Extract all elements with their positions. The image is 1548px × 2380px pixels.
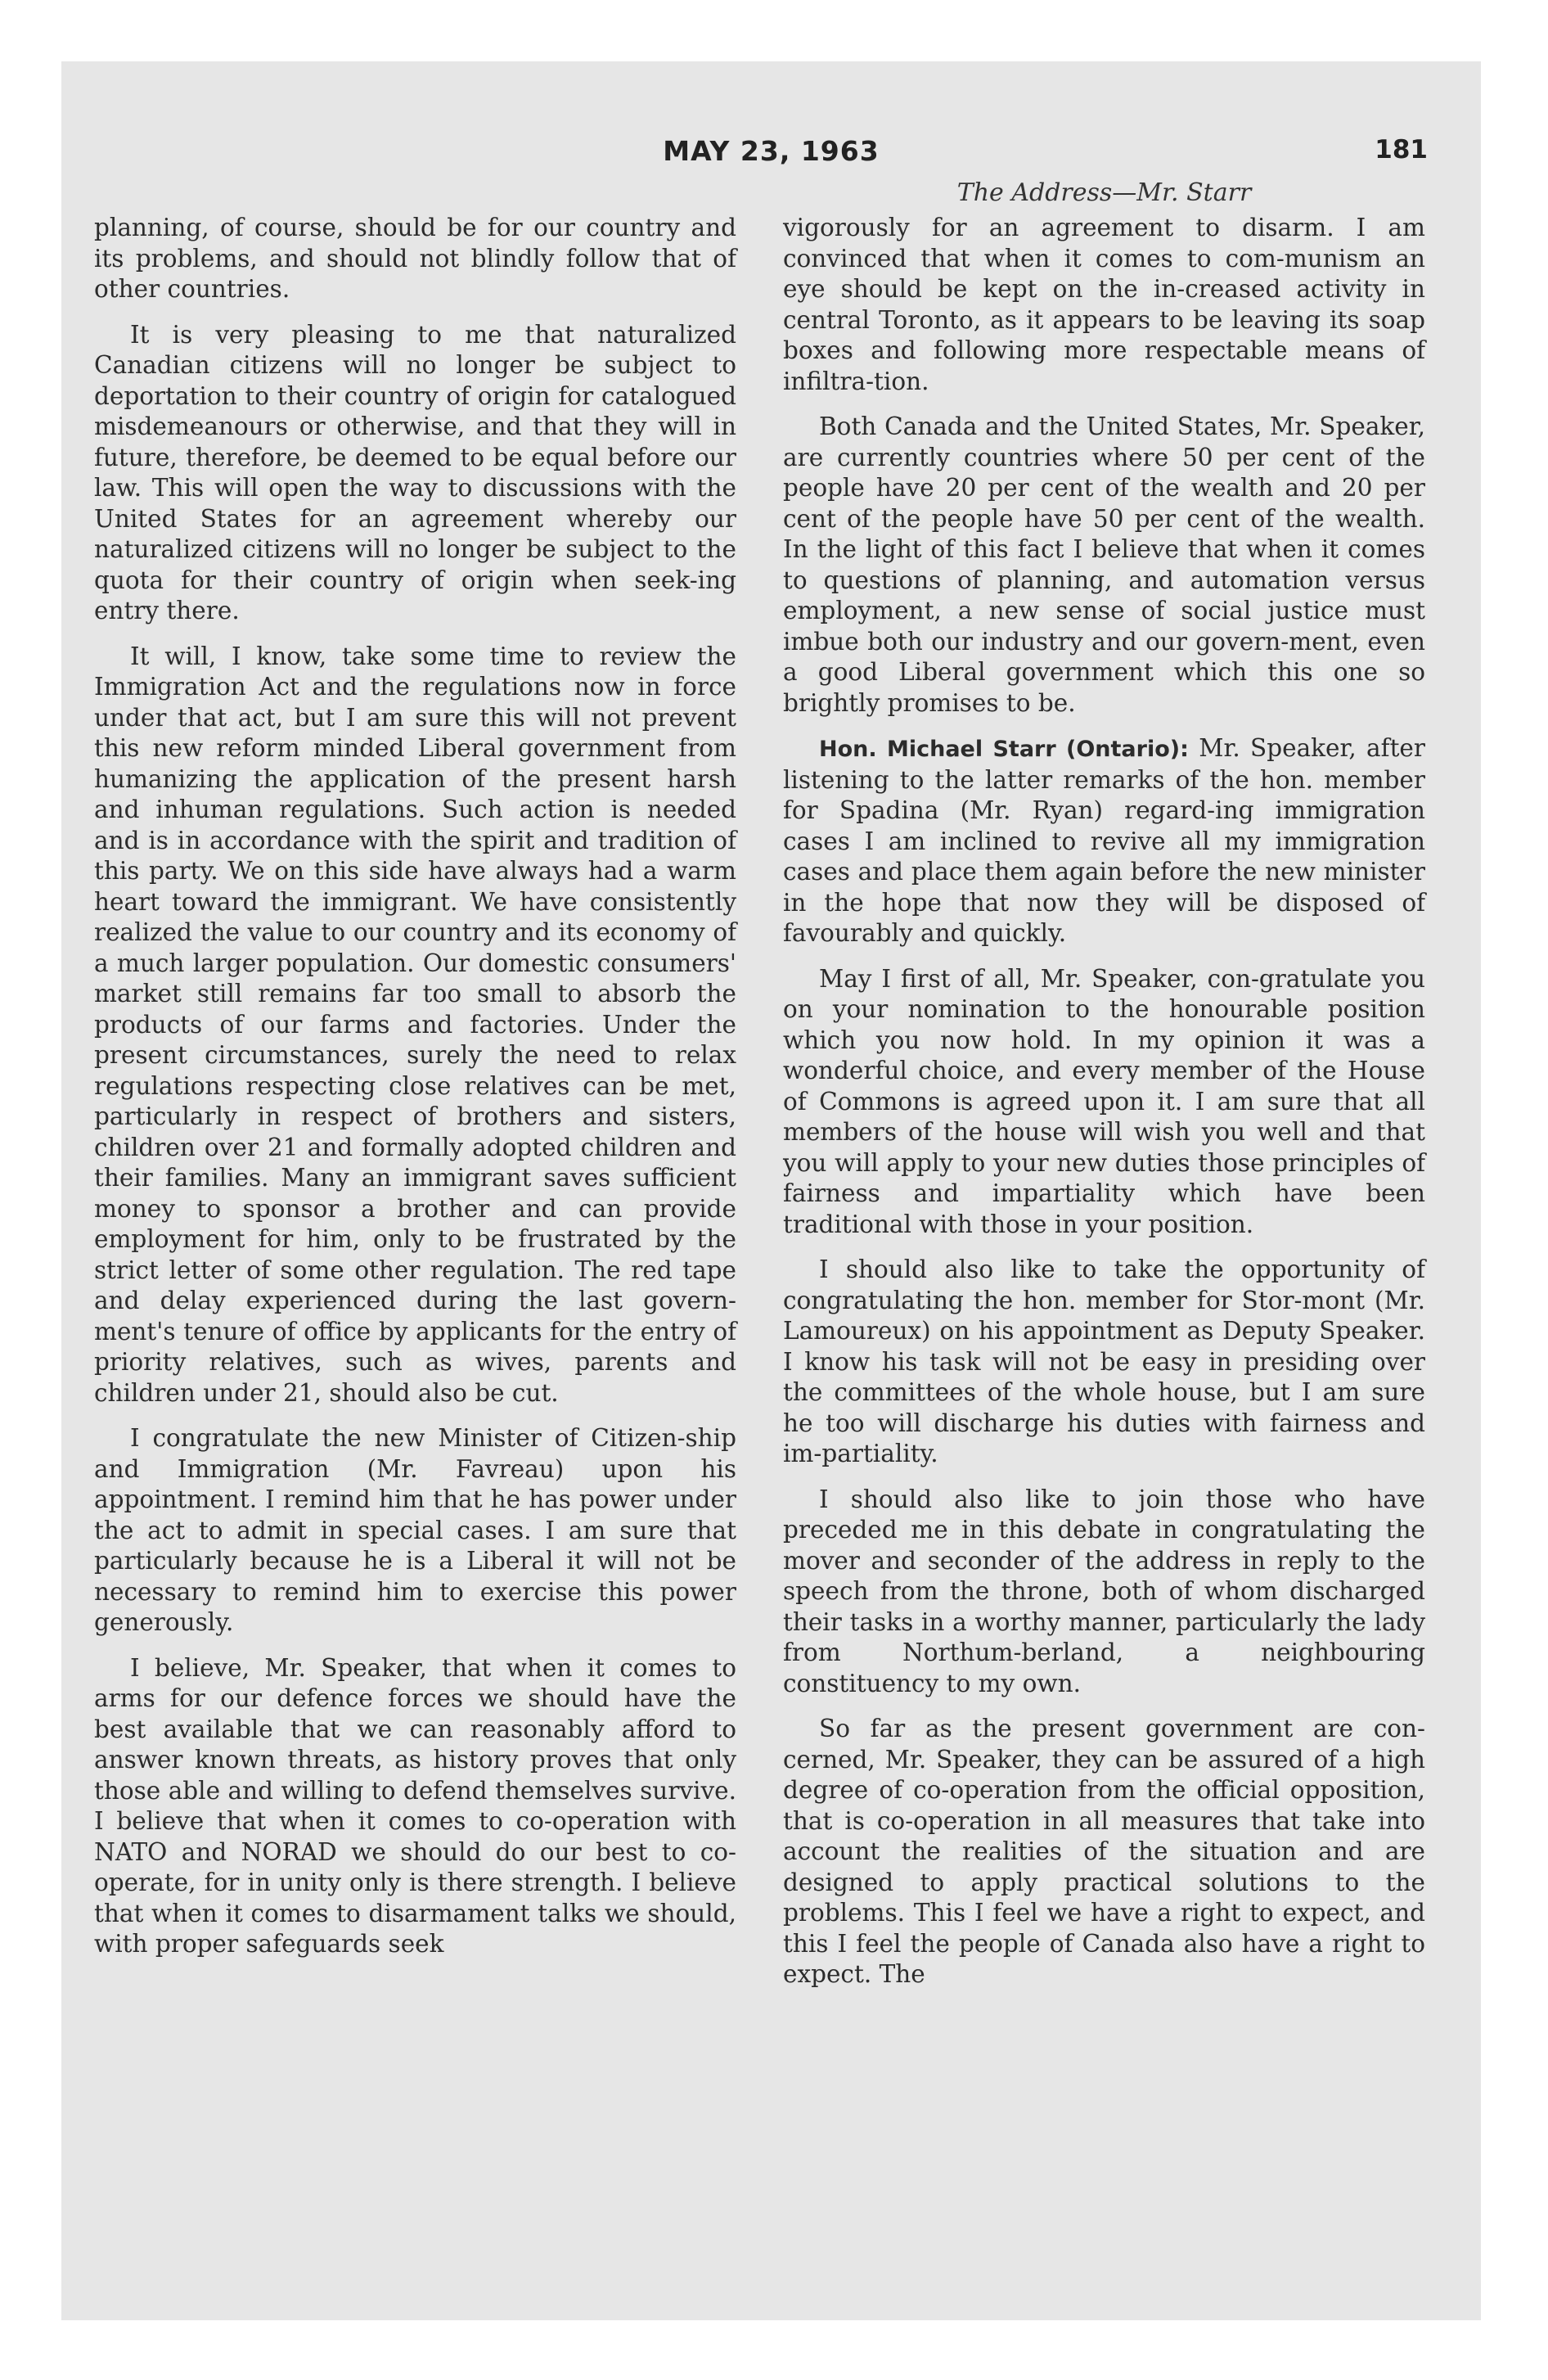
speaker-name: Hon. Michael Starr (Ontario):: [819, 737, 1189, 762]
paragraph: May I first of all, Mr. Speaker, con-gratulate you on your nomination to the honourable position which you now hold. In my opinion it was a wonderful choice, and every member of the House of Commons is agreed upon it. I am sure that all members of the house will wish you well and that you will apply to your new duties those principles of fairness and impartiality which have been traditional with those in your position.: [783, 964, 1425, 1238]
scanned-page: [61, 61, 1481, 2320]
right-column: [783, 213, 1425, 2005]
page-date: MAY 23, 1963: [663, 135, 880, 167]
left-column: [94, 213, 736, 1975]
paragraph: I congratulate the new Minister of Citizen-ship and Immigration (Mr. Favreau) upon his appointment. I remind him that he has power under the act to admit in special cases. I am sure that particularly because he is a Liberal it will not be necessary to remind him to exercise this power generously.: [94, 1424, 736, 1636]
speech-text: Mr. Speaker, after listening to the latter remarks of the hon. member for Spadina (Mr. Ryan) regard-ing immigration cases I am inclined to revive all my immigration cases and place them again before the new minister in the hope that now they will be disposed of favourably and quickly.: [783, 734, 1425, 947]
paragraph: Both Canada and the United States, Mr. Speaker, are currently countries where 50 per cent of the people have 20 per cent of the wealth and 20 per cent of the people have 50 per cent of the wealth. In the light of this fact I believe that when it comes to questions of planning, and automation versus employment, a new sense of social justice must imbue both our industry and our govern-ment, even a good Liberal government which this one so brightly promises to be.: [783, 412, 1425, 717]
page-number: 181: [1375, 135, 1428, 165]
page-header: [61, 135, 1481, 176]
paragraph: vigorously for an agreement to disarm. I am convinced that when it comes to com-munism an eye should be kept on the in-creased activity in central Toronto, as it appears to be leaving its soap boxes and following more respectable means of infiltra-tion.: [783, 214, 1425, 395]
speech-paragraph: [783, 733, 1425, 949]
paragraph: I believe, Mr. Speaker, that when it comes to arms for our defence forces we should have the best available that we can reasonably afford to answer known threats, as history proves that only those able and willing to defend themselves survive. I believe that when it comes to co-operation with NATO and NORAD we should do our best to co-operate, for in unity only is there strength. I believe that when it comes to disarmament talks we should, with proper safeguards seek: [94, 1653, 736, 1958]
paragraph: planning, of course, should be for our country and its problems, and should not blindly follow that of other countries.: [94, 214, 736, 303]
paragraph: It will, I know, take some time to review the Immigration Act and the regulations now in force under that act, but I am sure this will not prevent this new reform minded Liberal government from humanizing the application of the present harsh and inhuman regulations. Such action is needed and is in accordance with the spirit and tradition of this party. We on this side have always had a warm heart toward the immigrant. We have consistently realized the value to our country and its economy of a much larger population. Our domestic consumers' market still remains far too small to absorb the products of our farms and factories. Under the present circumstances, surely the need to relax regulations respecting close relatives can be met, particularly in respect of brothers and sisters, children over 21 and formally adopted children and their families. Many an immigrant saves sufficient money to sponsor a brother and can provide employment for him, only to be frustrated by the strict letter of some other regulation. The red tape and delay experienced during the last govern-ment's tenure of office by applicants for the entry of priority relatives, such as wives, parents and children under 21, should also be cut.: [94, 642, 736, 1407]
paragraph: It is very pleasing to me that naturalized Canadian citizens will no longer be subject to deportation to their country of origin for catalogued misdemeanours or otherwise, and that they will in future, therefore, be deemed to be equal before our law. This will open the way to discussions with the United States for an agreement whereby our naturalized citizens will no longer be subject to the quota for their country of origin when seek-ing entry there.: [94, 320, 736, 624]
paragraph: So far as the present government are con-cerned, Mr. Speaker, they can be assured of a high degree of co-operation from the official opposition, that is co-operation in all measures that take into account the realities of the situation and are designed to apply practical solutions to the problems. This I feel we have a right to expect, and this I feel the people of Canada also have a right to expect. The: [783, 1715, 1425, 1988]
paragraph: I should also like to take the opportunity of congratulating the hon. member for Stor-mont (Mr. Lamoureux) on his appointment as Deputy Speaker. I know his task will not be easy in presiding over the committees of the whole house, but I am sure he too will discharge his duties with fairness and im-partiality.: [783, 1255, 1425, 1467]
running-head: The Address—Mr. Starr: [956, 178, 1252, 207]
paragraph: I should also like to join those who have preceded me in this debate in congratulating the mover and seconder of the address in reply to the speech from the throne, both of whom discharged their tasks in a worthy manner, particularly the lady from Northum-berland, a neighbouring constituency to my own.: [783, 1485, 1425, 1697]
